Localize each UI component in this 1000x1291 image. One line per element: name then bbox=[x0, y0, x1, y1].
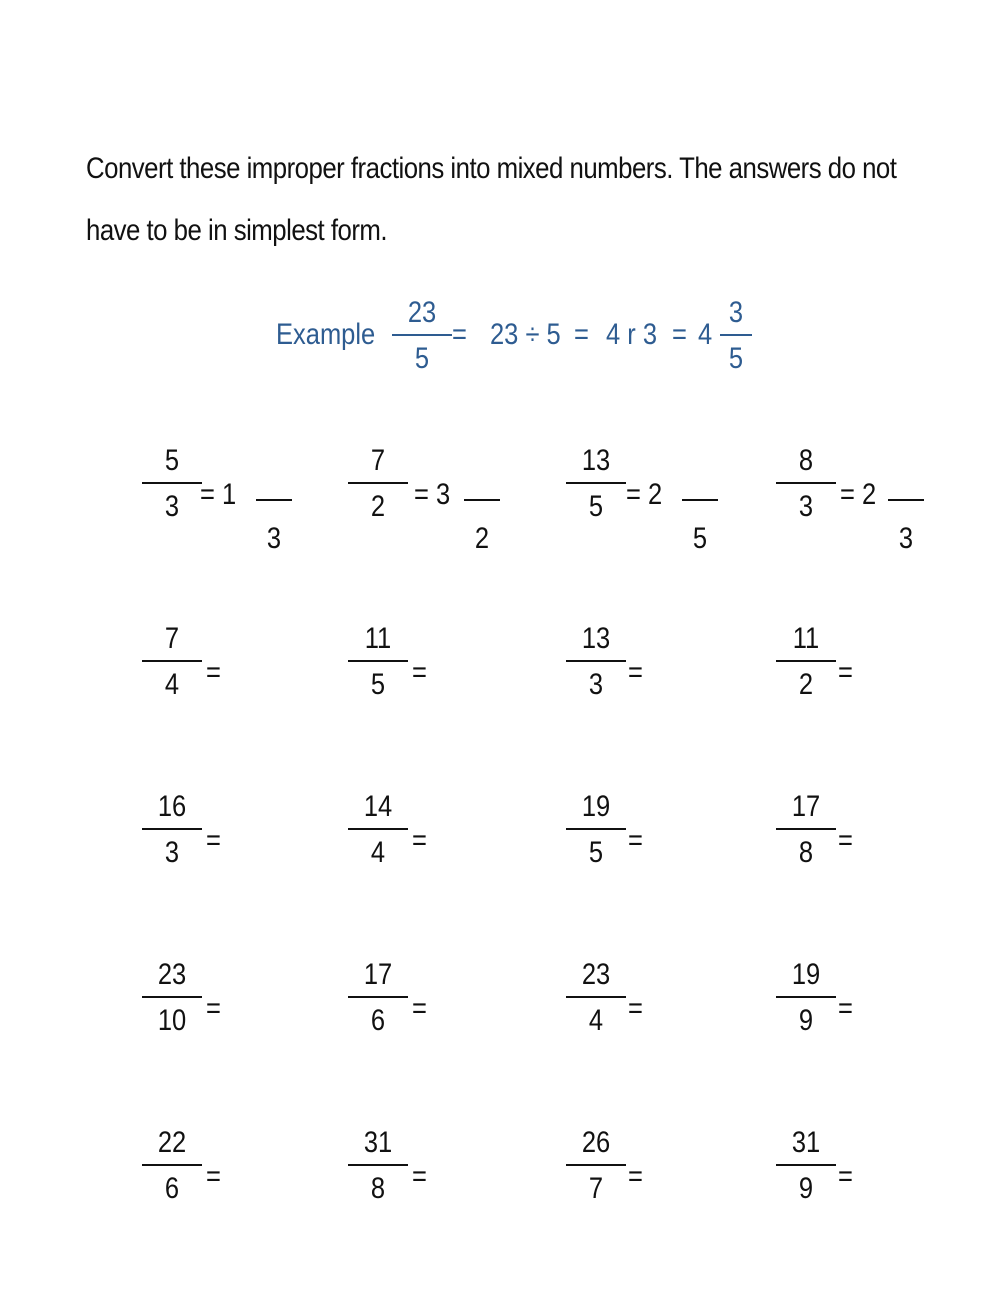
fraction-numerator: 23 bbox=[581, 958, 611, 991]
improper-fraction bbox=[566, 958, 626, 1038]
equals-answer: = bbox=[628, 1160, 643, 1193]
improper-fraction bbox=[348, 1126, 408, 1206]
fraction-bar bbox=[566, 1164, 626, 1166]
fraction-denominator: 5 bbox=[728, 342, 744, 375]
fraction-bar bbox=[776, 660, 836, 662]
fraction-denominator: 2 bbox=[798, 668, 814, 701]
fraction-denominator: 9 bbox=[798, 1172, 814, 1205]
fraction-denominator: 5 bbox=[370, 668, 386, 701]
equals-answer: = 2 bbox=[626, 478, 663, 511]
example-answer-fraction bbox=[706, 296, 766, 376]
fraction-bar bbox=[776, 828, 836, 830]
fraction-numerator: 16 bbox=[157, 790, 187, 823]
fraction-numerator: 11 bbox=[792, 622, 820, 655]
fraction-denominator: 4 bbox=[588, 1004, 604, 1037]
fraction-numerator: 23 bbox=[407, 296, 437, 329]
answer-denominator: 5 bbox=[692, 522, 708, 555]
improper-fraction bbox=[566, 444, 626, 524]
fraction-denominator: 9 bbox=[798, 1004, 814, 1037]
fraction-bar bbox=[566, 828, 626, 830]
fraction-denominator: 3 bbox=[164, 490, 180, 523]
example-fraction bbox=[392, 296, 452, 376]
improper-fraction bbox=[348, 958, 408, 1038]
equals-answer: = bbox=[206, 992, 221, 1025]
fraction-bar bbox=[392, 334, 452, 336]
fraction-denominator: 5 bbox=[588, 836, 604, 869]
improper-fraction bbox=[142, 444, 202, 524]
fraction-denominator: 8 bbox=[370, 1172, 386, 1205]
answer-denominator: 3 bbox=[266, 522, 282, 555]
answer-fraction-bar bbox=[682, 499, 718, 501]
fraction-numerator: 19 bbox=[791, 958, 821, 991]
equals-answer: = bbox=[838, 656, 853, 689]
answer-fraction-bar bbox=[256, 499, 292, 501]
equals-answer: = bbox=[412, 824, 427, 857]
improper-fraction bbox=[776, 622, 836, 702]
fraction-numerator: 11 bbox=[364, 622, 392, 655]
equals-answer: = bbox=[206, 1160, 221, 1193]
answer-denominator: 3 bbox=[898, 522, 914, 555]
fraction-bar bbox=[348, 1164, 408, 1166]
problem-row bbox=[0, 958, 1000, 1068]
fraction-denominator: 3 bbox=[164, 836, 180, 869]
equals-answer: = bbox=[206, 656, 221, 689]
equals-answer: = bbox=[412, 1160, 427, 1193]
answer-denominator: 2 bbox=[474, 522, 490, 555]
fraction-numerator: 13 bbox=[581, 444, 611, 477]
fraction-numerator: 31 bbox=[791, 1126, 821, 1159]
answer-fraction-bar bbox=[464, 499, 500, 501]
fraction-numerator: 5 bbox=[164, 444, 180, 477]
fraction-bar bbox=[720, 334, 752, 336]
fraction-denominator: 10 bbox=[157, 1004, 187, 1037]
improper-fraction bbox=[348, 622, 408, 702]
improper-fraction bbox=[776, 958, 836, 1038]
fraction-numerator: 7 bbox=[370, 444, 386, 477]
improper-fraction bbox=[566, 790, 626, 870]
answer-fraction-bar bbox=[888, 499, 924, 501]
improper-fraction bbox=[142, 790, 202, 870]
example-label: Example bbox=[276, 318, 376, 351]
example-remainder: 4 r 3 bbox=[606, 318, 658, 351]
improper-fraction bbox=[142, 958, 202, 1038]
fraction-numerator: 3 bbox=[728, 296, 744, 329]
fraction-denominator: 3 bbox=[588, 668, 604, 701]
equals-answer: = bbox=[628, 824, 643, 857]
fraction-numerator: 17 bbox=[363, 958, 393, 991]
improper-fraction bbox=[776, 1126, 836, 1206]
fraction-numerator: 13 bbox=[581, 622, 611, 655]
fraction-bar bbox=[566, 996, 626, 998]
fraction-numerator: 8 bbox=[798, 444, 814, 477]
fraction-denominator: 8 bbox=[798, 836, 814, 869]
fraction-numerator: 7 bbox=[164, 622, 180, 655]
fraction-bar bbox=[348, 828, 408, 830]
fraction-bar bbox=[348, 660, 408, 662]
equals-answer: = bbox=[628, 656, 643, 689]
instructions-text: Convert these improper fractions into mixed numbers. The answers do not have to be in simplest form. bbox=[86, 152, 897, 247]
fraction-bar bbox=[142, 482, 202, 484]
improper-fraction bbox=[348, 444, 408, 524]
fraction-denominator: 2 bbox=[370, 490, 386, 523]
improper-fraction bbox=[566, 622, 626, 702]
problem-row bbox=[0, 790, 1000, 900]
fraction-numerator: 22 bbox=[157, 1126, 187, 1159]
fraction-bar bbox=[776, 482, 836, 484]
fraction-numerator: 31 bbox=[363, 1126, 393, 1159]
equals-answer: = 3 bbox=[414, 478, 451, 511]
fraction-numerator: 19 bbox=[581, 790, 611, 823]
equals-answer: = bbox=[838, 824, 853, 857]
fraction-bar bbox=[348, 996, 408, 998]
fraction-denominator: 4 bbox=[370, 836, 386, 869]
example-equals: = bbox=[452, 318, 467, 351]
fraction-bar bbox=[142, 1164, 202, 1166]
fraction-bar bbox=[776, 996, 836, 998]
improper-fraction bbox=[566, 1126, 626, 1206]
improper-fraction bbox=[776, 444, 836, 524]
improper-fraction bbox=[142, 1126, 202, 1206]
fraction-bar bbox=[776, 1164, 836, 1166]
example-whole-number: 4 bbox=[698, 318, 713, 351]
fraction-numerator: 26 bbox=[581, 1126, 611, 1159]
equals-answer: = bbox=[838, 1160, 853, 1193]
improper-fraction bbox=[348, 790, 408, 870]
equals-answer: = 1 bbox=[200, 478, 237, 511]
problem-row bbox=[0, 622, 1000, 732]
equals-answer: = bbox=[628, 992, 643, 1025]
equals-answer: = 2 bbox=[840, 478, 877, 511]
example-division: 23 ÷ 5 bbox=[490, 318, 561, 351]
equals-answer: = bbox=[412, 992, 427, 1025]
improper-fraction bbox=[776, 790, 836, 870]
fraction-numerator: 23 bbox=[157, 958, 187, 991]
problem-row bbox=[0, 444, 1000, 554]
example-equals: = bbox=[574, 318, 589, 351]
equals-answer: = bbox=[412, 656, 427, 689]
fraction-numerator: 14 bbox=[363, 790, 393, 823]
fraction-bar bbox=[142, 660, 202, 662]
fraction-bar bbox=[142, 996, 202, 998]
problem-row bbox=[0, 1126, 1000, 1236]
fraction-denominator: 5 bbox=[588, 490, 604, 523]
fraction-bar bbox=[566, 660, 626, 662]
fraction-numerator: 17 bbox=[791, 790, 821, 823]
fraction-bar bbox=[566, 482, 626, 484]
example-equals: = bbox=[672, 318, 687, 351]
equals-answer: = bbox=[206, 824, 221, 857]
fraction-bar bbox=[142, 828, 202, 830]
improper-fraction bbox=[142, 622, 202, 702]
fraction-denominator: 4 bbox=[164, 668, 180, 701]
fraction-denominator: 3 bbox=[798, 490, 814, 523]
fraction-denominator: 5 bbox=[414, 342, 430, 375]
fraction-denominator: 7 bbox=[588, 1172, 604, 1205]
fraction-denominator: 6 bbox=[370, 1004, 386, 1037]
fraction-denominator: 6 bbox=[164, 1172, 180, 1205]
fraction-bar bbox=[348, 482, 408, 484]
equals-answer: = bbox=[838, 992, 853, 1025]
